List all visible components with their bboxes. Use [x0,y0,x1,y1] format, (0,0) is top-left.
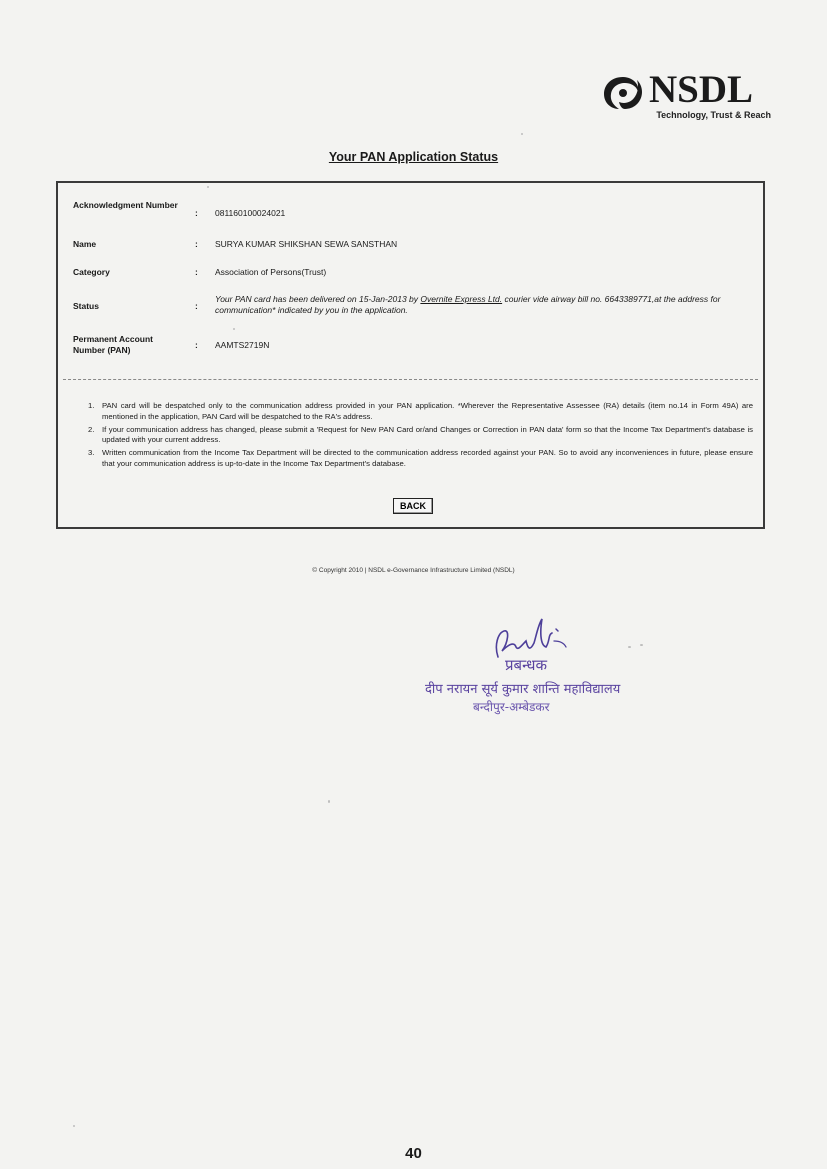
stamp-designation: प्रबन्धक [505,656,548,674]
stamp-location: बन्दीपुर-अम्बेडकर [473,700,550,714]
logo-tagline: Technology, Trust & Reach [656,110,771,120]
note-text: If your communication address has changed, please submit a 'Request for New PAN Card or/and Changes or Correction in PAN data' form so that the Income Tax Department's database is updated with your current address. [102,424,753,445]
note-item [88,401,753,423]
colon: : [195,340,198,350]
colon: : [195,208,198,218]
note-item [88,448,753,470]
nsdl-wordmark: NSDL [649,68,754,111]
note-item [88,425,753,447]
scan-speck [521,133,523,135]
back-button[interactable]: BACK [393,498,433,514]
ack-value: 081160100024021 [215,208,286,218]
divider [63,379,758,380]
notes-list [88,401,753,472]
scan-speck [640,644,643,646]
status-value [215,294,755,316]
status-panel [56,181,765,529]
scan-speck [73,1125,75,1127]
category-label: Category [73,267,110,277]
ack-label: Acknowledgment Number [73,200,178,210]
nsdl-swirl-icon [601,74,645,112]
colon: : [195,301,198,311]
copyright-text: © Copyright 2010 | NSDL e-Governance Infrastructure Limited (NSDL) [312,567,515,574]
pan-value: AAMTS2719N [215,340,270,350]
pan-label: Permanent Account Number (PAN) [73,334,153,355]
page-title: Your PAN Application Status [328,150,499,164]
scan-speck [628,646,631,648]
note-number: 3. [88,448,95,458]
note-text: PAN card will be despatched only to the communication address provided in your PAN application. *Wherever the Representative Assessee (RA) details (item no.14 in Form 49A) are mentioned in the application, PAN Card will be despatched to the RA's address. [102,401,753,421]
status-text-start: Your PAN card has been delivered on 15-Jan-2013 by [215,294,421,304]
note-number: 1. [88,401,95,410]
nsdl-logo [601,70,771,122]
courier-name: Overnite Express Ltd. [420,294,503,304]
stamp-institution: दीप नरायन सूर्य कुमार शान्ति महाविद्यालय [425,682,621,697]
note-number: 2. [88,424,95,434]
name-label: Name [73,239,97,249]
colon: : [195,239,198,249]
status-label: Status [73,301,99,311]
colon: : [195,267,198,277]
page-number: 40 [405,1145,422,1162]
note-text: Written communication from the Income Tax Department will be directed to the communication address recorded against your PAN. So to avoid any inconveniences in future, please ensure that your communication address is up-to-date in the Income Tax Department's database. [102,448,753,468]
name-value: SURYA KUMAR SHIKSHAN SEWA SANSTHAN [215,239,398,249]
scan-speck [328,800,330,803]
status-text-end: courier vide airway bill no. 6643389771,at the address for communication* indicated by you in the application. [215,294,721,315]
category-value: Association of Persons(Trust) [215,267,327,277]
